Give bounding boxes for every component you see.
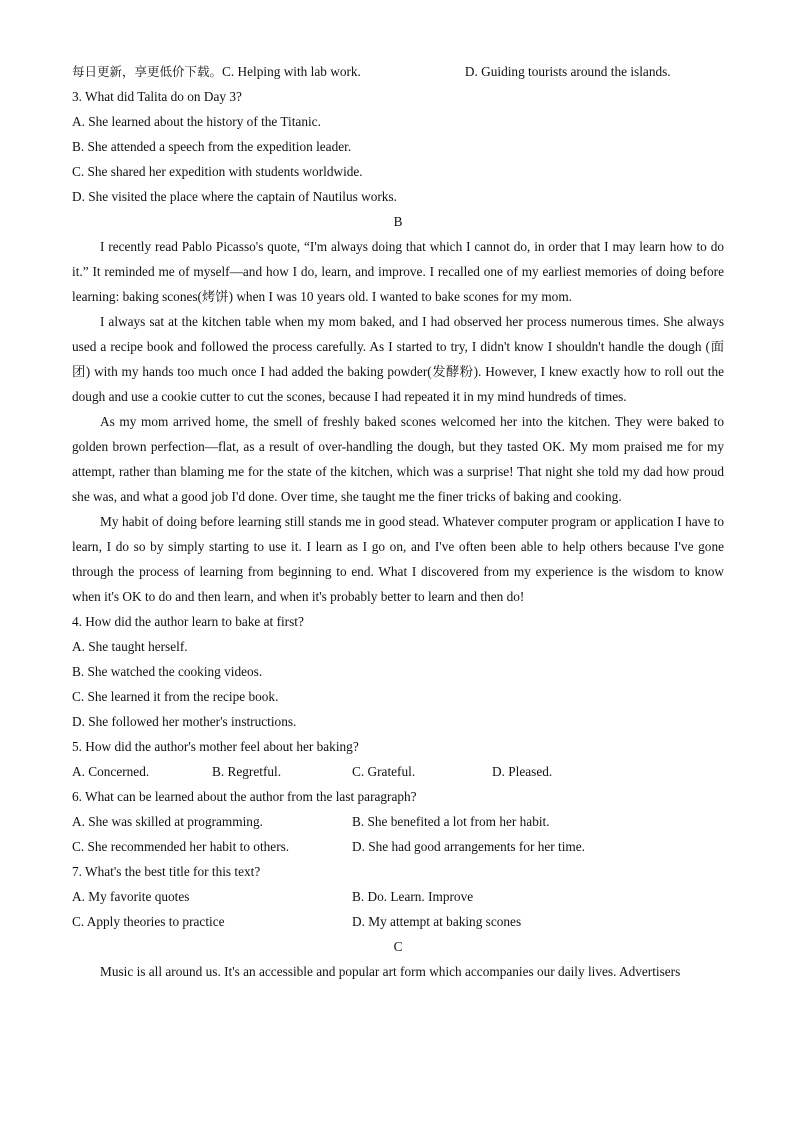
question-stem: 4. How did the author learn to bake at first?: [72, 614, 304, 629]
option-a: A. Concerned.: [72, 764, 150, 779]
option-d: D. She followed her mother's instructions.: [72, 714, 297, 729]
option-c: C. She learned it from the recipe book.: [72, 689, 279, 704]
option-b: B. Do. Learn. Improve: [352, 889, 474, 904]
option-a: A. She was skilled at programming.: [72, 814, 263, 829]
option-c: C. Helping with lab work.: [222, 64, 361, 79]
ad-text: 每日更新，享更低价下载。: [72, 64, 223, 79]
paragraph: Music is all around us. It's an accessible and popular art form which accompanies our daily lives. Advertisers: [100, 964, 681, 979]
passage-b: [72, 234, 724, 609]
option-d: D. Guiding tourists around the islands.: [464, 64, 671, 79]
section-label-b: B: [393, 214, 403, 229]
options-row: [72, 834, 724, 859]
question-7: [72, 859, 724, 934]
paragraph: As my mom arrived home, the smell of freshly baked scones welcomed her into the kitchen. They were baked to golden brown perfection—flat, as a result of over-handling the dough, but they tasted OK. My mom praised me for my attempt, rather than blaming me for the state of the kitchen, which was a surprise! That night she told my dad how proud she was, and what a good job I'd done. Over time, she taught me the finer tricks of baking and cooking.: [72, 414, 724, 504]
option-d: D. She had good arrangements for her time.: [352, 839, 585, 854]
question-3: [72, 84, 724, 209]
top-options-row: [72, 59, 724, 84]
option-c: C. She shared her expedition with students worldwide.: [72, 164, 363, 179]
option-c: C. Grateful.: [352, 764, 416, 779]
exam-page: [72, 59, 724, 984]
question-4: [72, 609, 724, 734]
question-stem: 6. What can be learned about the author from the last paragraph?: [72, 789, 417, 804]
question-stem: 5. How did the author's mother feel about her baking?: [72, 739, 359, 754]
section-label-c: C: [393, 939, 403, 954]
option-d: D. Pleased.: [492, 764, 553, 779]
option-b: B. She watched the cooking videos.: [72, 664, 263, 679]
paragraph: My habit of doing before learning still stands me in good stead. Whatever computer program or application I have to learn, I do so by simply starting to use it. I learn as I go on, and I've often been able to help others because I've gone through the process of learning from beginning to end. What I discovered from my experience is the wisdom to know when it's OK to do and then learn, and when it's probably better to learn and then do!: [72, 514, 724, 604]
question-6: [72, 784, 724, 859]
options-row: [72, 809, 724, 834]
option-a: A. She taught herself.: [72, 639, 188, 654]
option-c: C. She recommended her habit to others.: [72, 839, 290, 854]
option-b: B. Regretful.: [212, 764, 282, 779]
options-row: [72, 909, 724, 934]
option-a: A. My favorite quotes: [72, 889, 190, 904]
option-b: B. She attended a speech from the expedition leader.: [72, 139, 352, 154]
option-d: D. She visited the place where the captain of Nautilus works.: [72, 189, 397, 204]
options-row: [72, 884, 724, 909]
question-5: [72, 734, 724, 784]
paragraph: I always sat at the kitchen table when my mom baked, and I had observed her process numerous times. She always used a recipe book and followed the process carefully. As I started to try, I didn't know I shouldn't handle the dough (面团) with my hands too much once I had added the baking powder(发酵粉). However, I knew exactly how to roll out the dough and use a cookie cutter to cut the scones, because I had repeated it in my mind hundreds of times.: [72, 314, 724, 404]
paragraph: I recently read Pablo Picasso's quote, “I'm always doing that which I cannot do, in order that I may learn how to do it.” It reminded me of myself—and how I do, learn, and improve. I recalled one of my earliest memories of doing before learning: baking scones(烤饼) when I was 10 years old. I wanted to bake scones for my mom.: [72, 239, 724, 304]
option-a: A. She learned about the history of the Titanic.: [72, 114, 321, 129]
option-d: D. My attempt at baking scones: [352, 914, 522, 929]
options-row: [72, 759, 724, 784]
option-b: B. She benefited a lot from her habit.: [352, 814, 550, 829]
question-stem: 7. What's the best title for this text?: [72, 864, 261, 879]
question-stem: 3. What did Talita do on Day 3?: [72, 89, 242, 104]
option-c: C. Apply theories to practice: [72, 914, 225, 929]
